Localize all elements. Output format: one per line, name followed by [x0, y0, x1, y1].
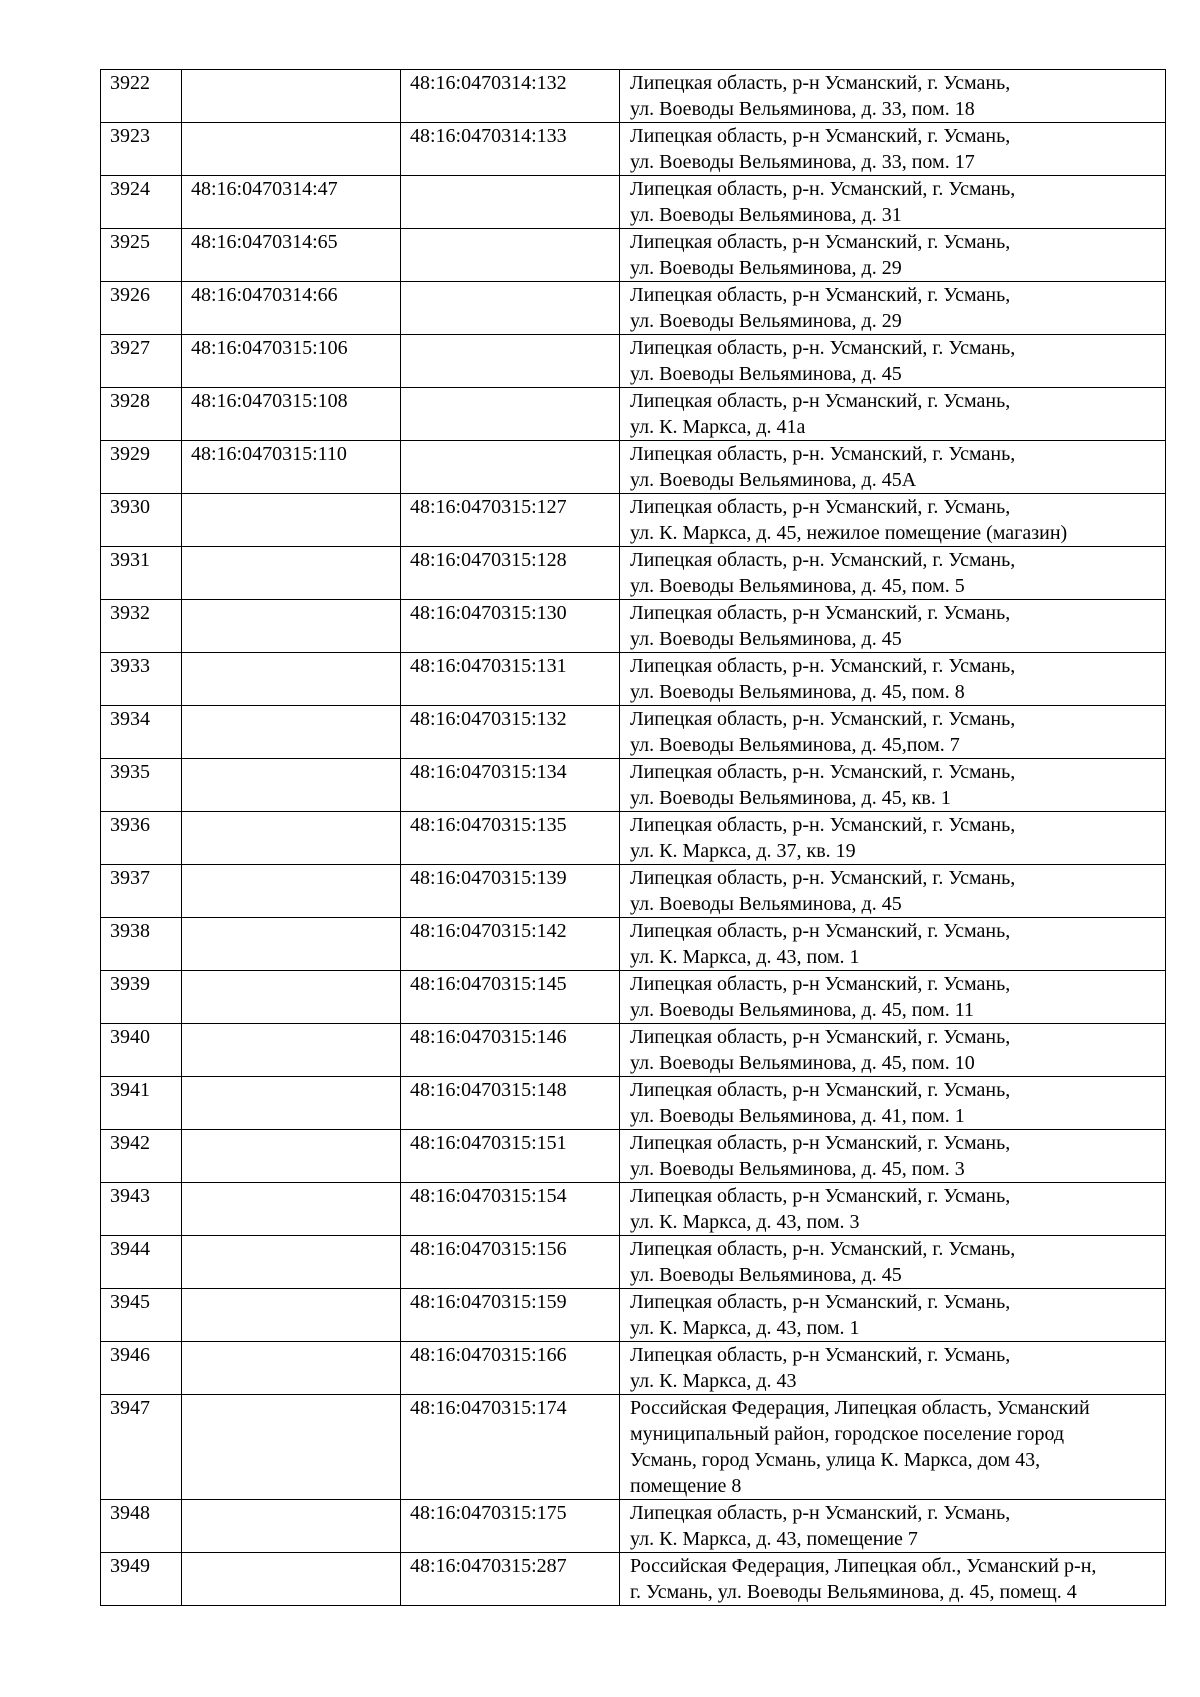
- row-number-cell: 3929: [101, 441, 182, 494]
- table-row: [101, 600, 1166, 653]
- building-cadastral-number-cell: 48:16:0470315:142: [401, 918, 620, 971]
- address-cell: [620, 600, 1166, 653]
- land-cadastral-number-cell: [182, 1395, 401, 1500]
- row-number-cell: 3922: [101, 70, 182, 123]
- land-cadastral-number-cell: 48:16:0470314:65: [182, 229, 401, 282]
- address-cell: [620, 388, 1166, 441]
- land-cadastral-number-cell: [182, 653, 401, 706]
- building-cadastral-number-cell: [401, 388, 620, 441]
- building-cadastral-number-cell: 48:16:0470315:131: [401, 653, 620, 706]
- address-cell: [620, 282, 1166, 335]
- address-cell: [620, 918, 1166, 971]
- address-line: Липецкая область, р-н. Усманский, г. Усмань,: [630, 867, 1016, 889]
- address-line: ул. Воеводы Вельяминова, д. 29: [630, 310, 902, 332]
- row-number-cell: 3926: [101, 282, 182, 335]
- address-line: ул. Воеводы Вельяминова, д. 29: [630, 257, 902, 279]
- building-cadastral-number-cell: 48:16:0470315:151: [401, 1130, 620, 1183]
- address-line: ул. К. Маркса, д. 41а: [630, 416, 806, 438]
- address-cell: [620, 1395, 1166, 1500]
- address-line: Липецкая область, р-н. Усманский, г. Усмань,: [630, 761, 1016, 783]
- building-cadastral-number-cell: 48:16:0470315:127: [401, 494, 620, 547]
- address-cell: [620, 229, 1166, 282]
- table-row: [101, 1077, 1166, 1130]
- row-number-cell: 3935: [101, 759, 182, 812]
- address-cell: [620, 1077, 1166, 1130]
- address-cell: [620, 759, 1166, 812]
- table-row: [101, 123, 1166, 176]
- land-cadastral-number-cell: 48:16:0470314:47: [182, 176, 401, 229]
- address-line: ул. Воеводы Вельяминова, д. 33, пом. 18: [630, 98, 975, 120]
- building-cadastral-number-cell: 48:16:0470315:174: [401, 1395, 620, 1500]
- row-number-cell: 3939: [101, 971, 182, 1024]
- address-line: ул. К. Маркса, д. 43, пом. 3: [630, 1211, 860, 1233]
- row-number-cell: 3941: [101, 1077, 182, 1130]
- table-row: [101, 759, 1166, 812]
- table-row: [101, 865, 1166, 918]
- address-cell: [620, 1236, 1166, 1289]
- address-cell: [620, 1342, 1166, 1395]
- address-line: Липецкая область, р-н. Усманский, г. Усмань,: [630, 1238, 1016, 1260]
- address-line: Липецкая область, р-н Усманский, г. Усмань,: [630, 72, 1011, 94]
- land-cadastral-number-cell: [182, 600, 401, 653]
- table-row: [101, 1130, 1166, 1183]
- row-number-cell: 3928: [101, 388, 182, 441]
- address-line: ул. К. Маркса, д. 43, пом. 1: [630, 946, 860, 968]
- building-cadastral-number-cell: 48:16:0470315:139: [401, 865, 620, 918]
- address-line: Липецкая область, р-н. Усманский, г. Усмань,: [630, 814, 1016, 836]
- table-row: [101, 1024, 1166, 1077]
- land-cadastral-number-cell: [182, 918, 401, 971]
- table-row: [101, 706, 1166, 759]
- address-cell: [620, 335, 1166, 388]
- address-line: Липецкая область, р-н Усманский, г. Усмань,: [630, 1026, 1011, 1048]
- address-line: ул. К. Маркса, д. 43, пом. 1: [630, 1317, 860, 1339]
- address-line: Липецкая область, р-н Усманский, г. Усмань,: [630, 496, 1011, 518]
- land-cadastral-number-cell: [182, 123, 401, 176]
- address-line: Липецкая область, р-н Усманский, г. Усмань,: [630, 231, 1011, 253]
- land-cadastral-number-cell: [182, 494, 401, 547]
- address-line: Липецкая область, р-н. Усманский, г. Усмань,: [630, 655, 1016, 677]
- building-cadastral-number-cell: 48:16:0470314:133: [401, 123, 620, 176]
- address-line: Российская Федерация, Липецкая обл., Усманский р-н,: [630, 1555, 1097, 1577]
- address-line: Липецкая область, р-н Усманский, г. Усмань,: [630, 1344, 1011, 1366]
- address-line: ул. Воеводы Вельяминова, д. 45: [630, 893, 902, 915]
- land-cadastral-number-cell: [182, 1024, 401, 1077]
- building-cadastral-number-cell: 48:16:0470315:148: [401, 1077, 620, 1130]
- building-cadastral-number-cell: 48:16:0470315:146: [401, 1024, 620, 1077]
- building-cadastral-number-cell: 48:16:0470315:154: [401, 1183, 620, 1236]
- table-row: [101, 918, 1166, 971]
- address-line: ул. К. Маркса, д. 43: [630, 1370, 797, 1392]
- building-cadastral-number-cell: 48:16:0470315:128: [401, 547, 620, 600]
- address-cell: [620, 70, 1166, 123]
- building-cadastral-number-cell: 48:16:0470315:145: [401, 971, 620, 1024]
- address-line: ул. Воеводы Вельяминова, д. 45, кв. 1: [630, 787, 951, 809]
- address-line: ул. Воеводы Вельяминова, д. 41, пом. 1: [630, 1105, 965, 1127]
- address-line: Липецкая область, р-н. Усманский, г. Усмань,: [630, 549, 1016, 571]
- row-number-cell: 3932: [101, 600, 182, 653]
- building-cadastral-number-cell: 48:16:0470315:156: [401, 1236, 620, 1289]
- row-number-cell: 3930: [101, 494, 182, 547]
- address-cell: [620, 123, 1166, 176]
- address-line: Российская Федерация, Липецкая область, Усманский: [630, 1397, 1090, 1419]
- building-cadastral-number-cell: 48:16:0470315:132: [401, 706, 620, 759]
- row-number-cell: 3923: [101, 123, 182, 176]
- address-line: ул. К. Маркса, д. 43, помещение 7: [630, 1528, 918, 1550]
- address-line: ул. Воеводы Вельяминова, д. 45, пом. 8: [630, 681, 965, 703]
- table-row: [101, 282, 1166, 335]
- address-line: Липецкая область, р-н Усманский, г. Усмань,: [630, 284, 1011, 306]
- address-cell: [620, 441, 1166, 494]
- row-number-cell: 3947: [101, 1395, 182, 1500]
- address-line: ул. Воеводы Вельяминова, д. 45: [630, 1264, 902, 1286]
- table-row: [101, 971, 1166, 1024]
- building-cadastral-number-cell: [401, 282, 620, 335]
- address-line: Липецкая область, р-н Усманский, г. Усмань,: [630, 1185, 1011, 1207]
- address-line: Липецкая область, р-н Усманский, г. Усмань,: [630, 973, 1011, 995]
- land-cadastral-number-cell: [182, 1553, 401, 1606]
- address-cell: [620, 706, 1166, 759]
- table-row: [101, 70, 1166, 123]
- land-cadastral-number-cell: [182, 812, 401, 865]
- address-line: ул. Воеводы Вельяминова, д. 45: [630, 363, 902, 385]
- land-cadastral-number-cell: [182, 971, 401, 1024]
- row-number-cell: 3938: [101, 918, 182, 971]
- address-line: ул. Воеводы Вельяминова, д. 45, пом. 5: [630, 575, 965, 597]
- building-cadastral-number-cell: 48:16:0470315:134: [401, 759, 620, 812]
- building-cadastral-number-cell: 48:16:0470315:175: [401, 1500, 620, 1553]
- table-row: [101, 441, 1166, 494]
- row-number-cell: 3934: [101, 706, 182, 759]
- land-cadastral-number-cell: [182, 1342, 401, 1395]
- address-line: ул. К. Маркса, д. 37, кв. 19: [630, 840, 856, 862]
- table-row: [101, 1236, 1166, 1289]
- table-row: [101, 1342, 1166, 1395]
- registry-table: [100, 69, 1166, 1606]
- address-line: Липецкая область, р-н Усманский, г. Усмань,: [630, 1502, 1011, 1524]
- address-line: ул. Воеводы Вельяминова, д. 45, пом. 10: [630, 1052, 975, 1074]
- row-number-cell: 3933: [101, 653, 182, 706]
- row-number-cell: 3943: [101, 1183, 182, 1236]
- land-cadastral-number-cell: 48:16:0470315:110: [182, 441, 401, 494]
- table-row: [101, 229, 1166, 282]
- land-cadastral-number-cell: [182, 1130, 401, 1183]
- building-cadastral-number-cell: 48:16:0470315:159: [401, 1289, 620, 1342]
- address-line: ул. Воеводы Вельяминова, д. 45: [630, 628, 902, 650]
- building-cadastral-number-cell: 48:16:0470314:132: [401, 70, 620, 123]
- building-cadastral-number-cell: 48:16:0470315:130: [401, 600, 620, 653]
- building-cadastral-number-cell: [401, 441, 620, 494]
- table-row: [101, 494, 1166, 547]
- address-line: ул. К. Маркса, д. 45, нежилое помещение (магазин): [630, 522, 1068, 544]
- table-row: [101, 1183, 1166, 1236]
- address-line: ул. Воеводы Вельяминова, д. 31: [630, 204, 902, 226]
- address-cell: [620, 865, 1166, 918]
- address-line: ул. Воеводы Вельяминова, д. 33, пом. 17: [630, 151, 975, 173]
- address-cell: [620, 653, 1166, 706]
- address-line: ул. Воеводы Вельяминова, д. 45А: [630, 469, 917, 491]
- address-line: Липецкая область, р-н. Усманский, г. Усмань,: [630, 708, 1016, 730]
- table-row: [101, 1289, 1166, 1342]
- table-row: [101, 653, 1166, 706]
- address-line: ул. Воеводы Вельяминова, д. 45, пом. 11: [630, 999, 974, 1021]
- row-number-cell: 3931: [101, 547, 182, 600]
- address-cell: [620, 1183, 1166, 1236]
- table-row: [101, 1553, 1166, 1606]
- address-line: помещение 8: [630, 1475, 742, 1497]
- row-number-cell: 3924: [101, 176, 182, 229]
- address-line: Липецкая область, р-н Усманский, г. Усмань,: [630, 1132, 1011, 1154]
- table-row: [101, 812, 1166, 865]
- address-cell: [620, 1289, 1166, 1342]
- table-row: [101, 1500, 1166, 1553]
- land-cadastral-number-cell: [182, 1289, 401, 1342]
- address-cell: [620, 176, 1166, 229]
- address-cell: [620, 1024, 1166, 1077]
- address-line: муниципальный район, городское поселение город: [630, 1423, 1065, 1445]
- land-cadastral-number-cell: [182, 1077, 401, 1130]
- address-line: Липецкая область, р-н Усманский, г. Усмань,: [630, 602, 1011, 624]
- building-cadastral-number-cell: 48:16:0470315:287: [401, 1553, 620, 1606]
- table-row: [101, 547, 1166, 600]
- land-cadastral-number-cell: 48:16:0470314:66: [182, 282, 401, 335]
- address-line: Липецкая область, р-н. Усманский, г. Усмань,: [630, 443, 1016, 465]
- address-line: ул. Воеводы Вельяминова, д. 45,пом. 7: [630, 734, 960, 756]
- row-number-cell: 3942: [101, 1130, 182, 1183]
- address-line: Липецкая область, р-н Усманский, г. Усмань,: [630, 920, 1011, 942]
- address-line: Липецкая область, р-н Усманский, г. Усмань,: [630, 1291, 1011, 1313]
- row-number-cell: 3946: [101, 1342, 182, 1395]
- row-number-cell: 3925: [101, 229, 182, 282]
- address-line: Липецкая область, р-н. Усманский, г. Усмань,: [630, 337, 1016, 359]
- land-cadastral-number-cell: [182, 1500, 401, 1553]
- row-number-cell: 3949: [101, 1553, 182, 1606]
- row-number-cell: 3944: [101, 1236, 182, 1289]
- address-line: г. Усмань, ул. Воеводы Вельяминова, д. 45, помещ. 4: [630, 1581, 1077, 1603]
- row-number-cell: 3927: [101, 335, 182, 388]
- address-cell: [620, 1500, 1166, 1553]
- building-cadastral-number-cell: [401, 229, 620, 282]
- address-line: ул. Воеводы Вельяминова, д. 45, пом. 3: [630, 1158, 965, 1180]
- address-cell: [620, 547, 1166, 600]
- land-cadastral-number-cell: [182, 547, 401, 600]
- row-number-cell: 3937: [101, 865, 182, 918]
- registry-table-body: [101, 70, 1166, 1606]
- table-row: [101, 1395, 1166, 1500]
- address-cell: [620, 812, 1166, 865]
- address-cell: [620, 1553, 1166, 1606]
- building-cadastral-number-cell: [401, 335, 620, 388]
- table-row: [101, 176, 1166, 229]
- land-cadastral-number-cell: [182, 865, 401, 918]
- address-cell: [620, 1130, 1166, 1183]
- row-number-cell: 3936: [101, 812, 182, 865]
- building-cadastral-number-cell: [401, 176, 620, 229]
- row-number-cell: 3940: [101, 1024, 182, 1077]
- address-line: Липецкая область, р-н. Усманский, г. Усмань,: [630, 178, 1016, 200]
- land-cadastral-number-cell: [182, 70, 401, 123]
- land-cadastral-number-cell: [182, 1183, 401, 1236]
- land-cadastral-number-cell: [182, 706, 401, 759]
- address-line: Липецкая область, р-н Усманский, г. Усмань,: [630, 390, 1011, 412]
- table-row: [101, 388, 1166, 441]
- land-cadastral-number-cell: [182, 759, 401, 812]
- building-cadastral-number-cell: 48:16:0470315:135: [401, 812, 620, 865]
- land-cadastral-number-cell: 48:16:0470315:106: [182, 335, 401, 388]
- building-cadastral-number-cell: 48:16:0470315:166: [401, 1342, 620, 1395]
- land-cadastral-number-cell: 48:16:0470315:108: [182, 388, 401, 441]
- address-cell: [620, 971, 1166, 1024]
- address-line: Липецкая область, р-н Усманский, г. Усмань,: [630, 1079, 1011, 1101]
- address-cell: [620, 494, 1166, 547]
- address-line: Липецкая область, р-н Усманский, г. Усмань,: [630, 125, 1011, 147]
- row-number-cell: 3948: [101, 1500, 182, 1553]
- row-number-cell: 3945: [101, 1289, 182, 1342]
- address-line: Усмань, город Усмань, улица К. Маркса, дом 43,: [630, 1449, 1041, 1471]
- table-row: [101, 335, 1166, 388]
- land-cadastral-number-cell: [182, 1236, 401, 1289]
